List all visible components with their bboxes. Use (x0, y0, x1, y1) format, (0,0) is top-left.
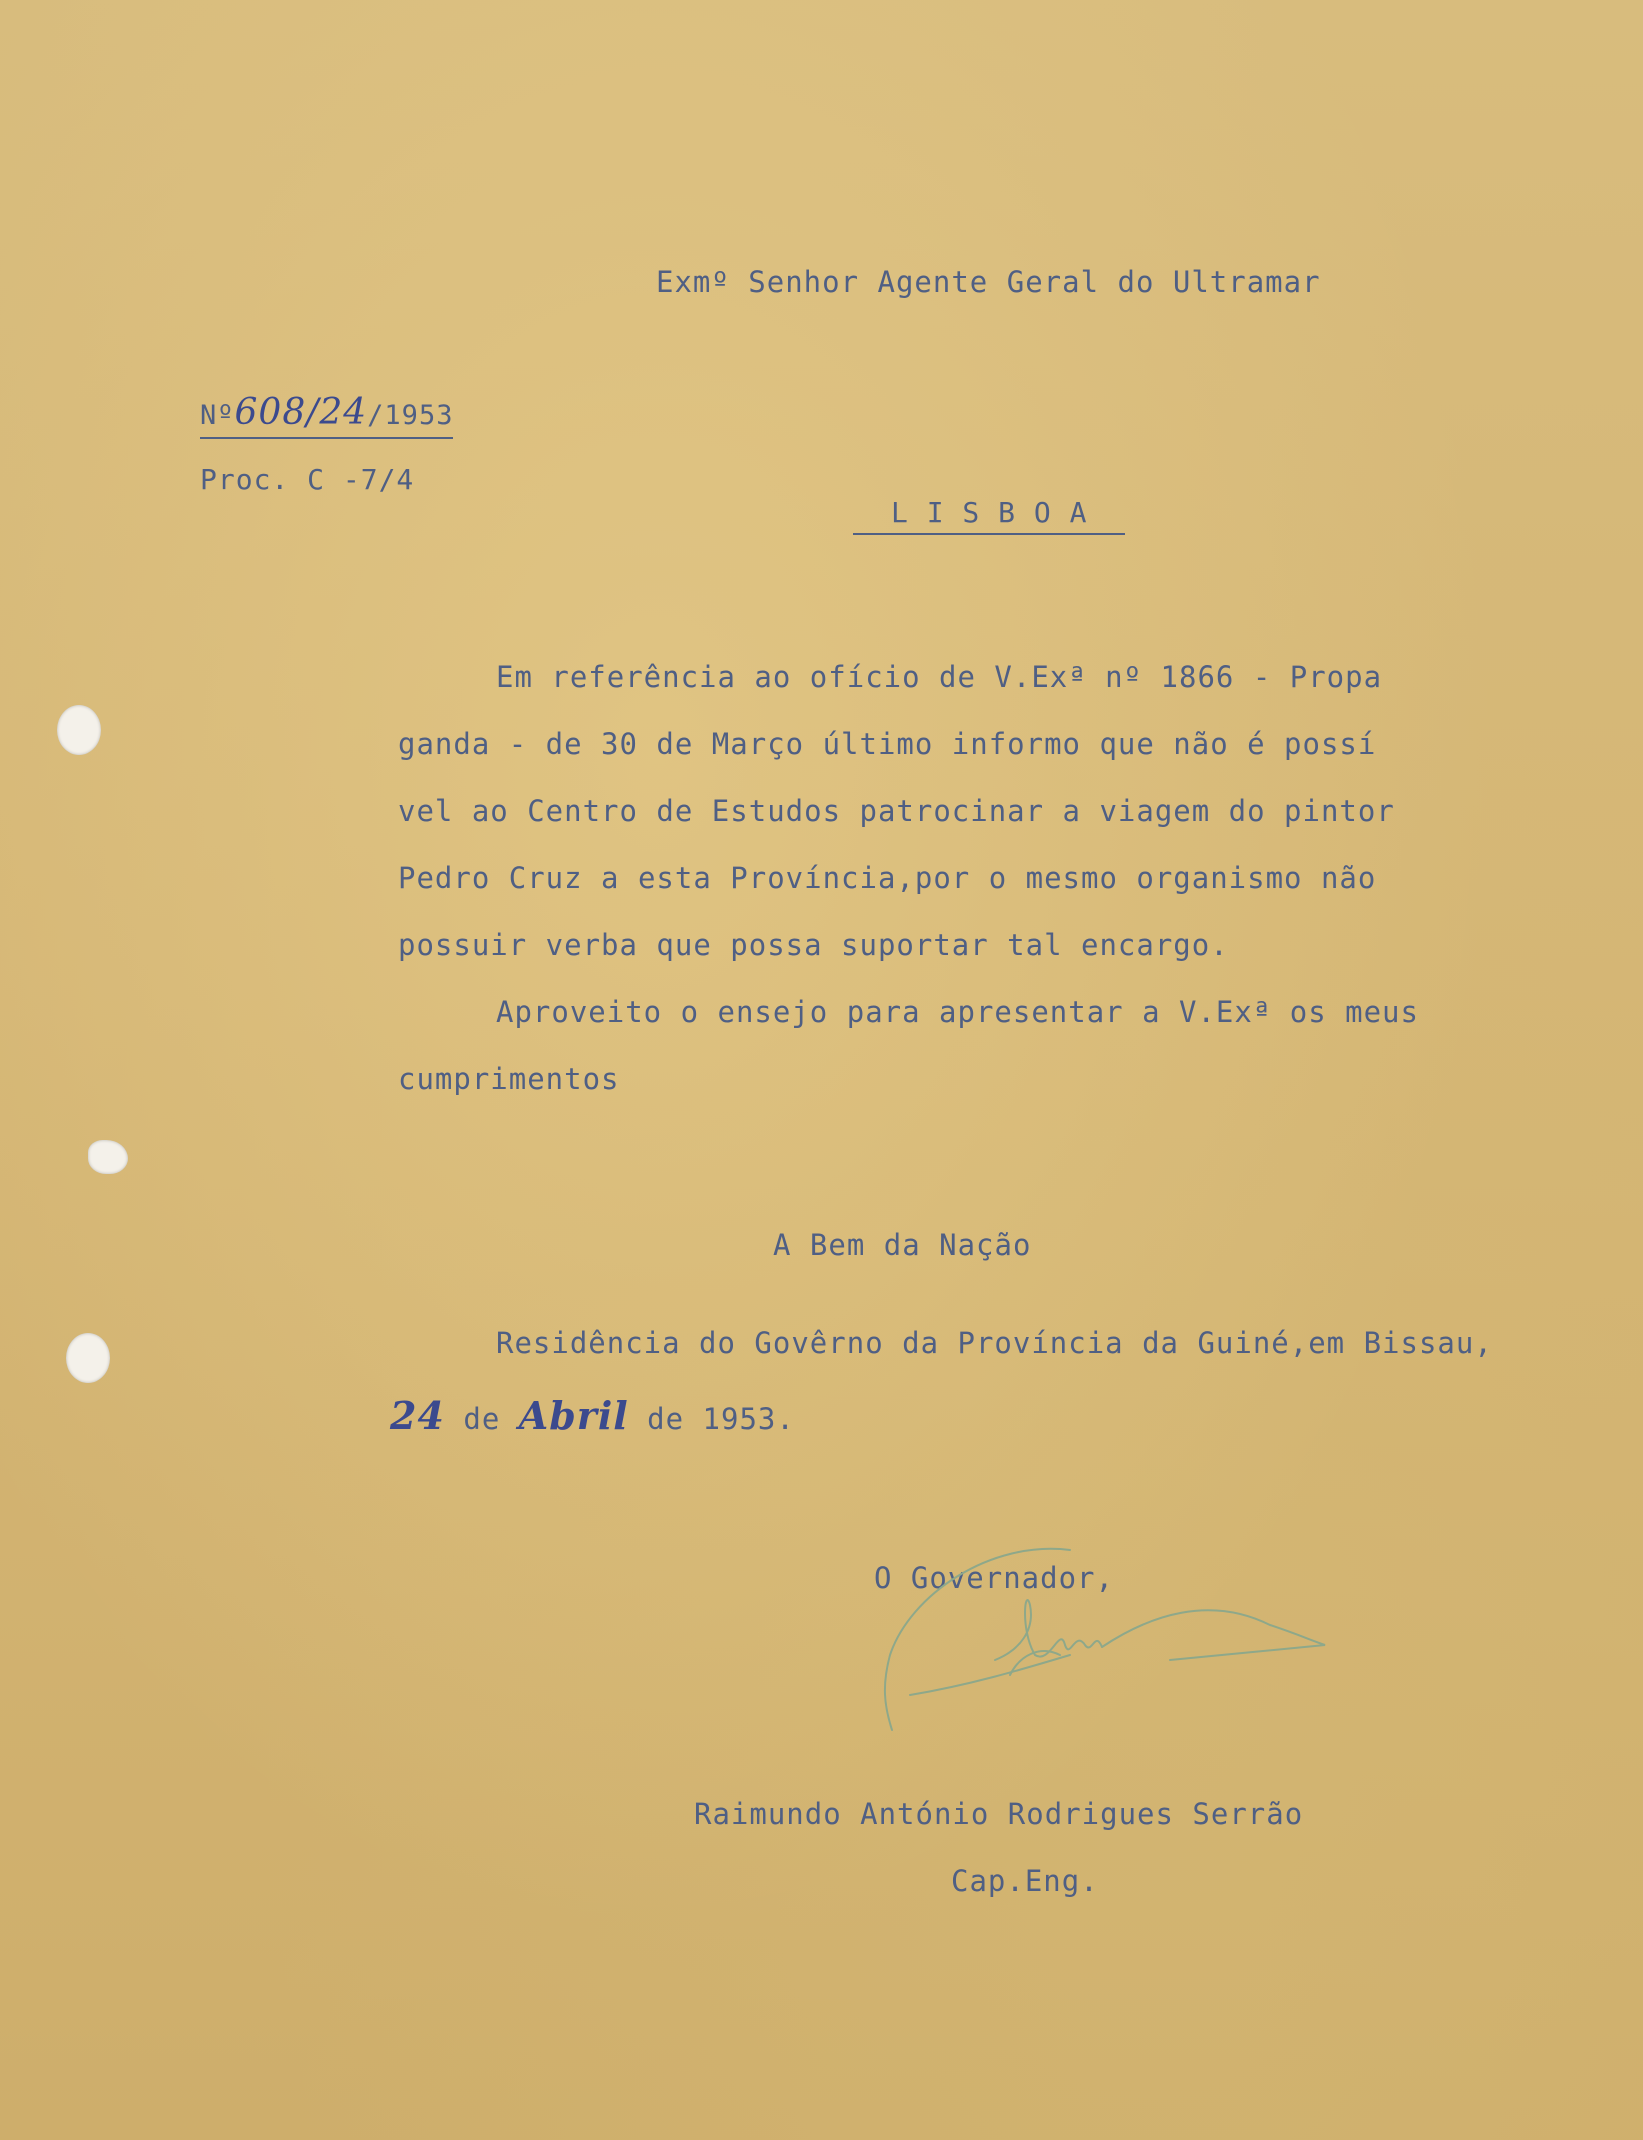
city-heading: L I S B O A (853, 496, 1125, 535)
body-line-2: ganda - de 30 de Março último informo que não é possí (398, 727, 1377, 761)
body-line-4: Pedro Cruz a esta Província,por o mesmo organismo não (398, 861, 1377, 895)
closing-line-1: Aproveito o ensejo para apresentar a V.Exª os meus (496, 995, 1419, 1029)
signer-rank: Cap.Eng. (951, 1864, 1099, 1898)
reference-prefix: Nº (200, 400, 235, 431)
body-line-3: vel ao Centro de Estudos patrocinar a viagem do pintor (398, 794, 1395, 828)
date-middle: de (463, 1402, 501, 1436)
closing-line-2: cumprimentos (398, 1062, 620, 1096)
reference-year: /1953 (367, 400, 454, 431)
signer-name: Raimundo António Rodrigues Serrão (694, 1797, 1304, 1831)
punch-hole-bottom (66, 1333, 110, 1383)
date-year: de 1953. (647, 1402, 795, 1436)
reference-handwritten: 608/24 (234, 392, 368, 433)
salutation: A Bem da Nação (773, 1228, 1032, 1262)
body-line-1: Em referência ao ofício de V.Exª nº 1866 - Propa (496, 660, 1383, 694)
addressee: Exmº Senhor Agente Geral do Ultramar (656, 265, 1321, 299)
process-number: Proc. C -7/4 (200, 463, 415, 496)
signature (870, 1535, 1350, 1735)
place-line: Residência do Govêrno da Província da Guiné,em Bissau, (496, 1326, 1493, 1360)
body-line-5: possuir verba que possa suportar tal encargo. (398, 928, 1229, 962)
date-day-handwritten: 24 (390, 1393, 445, 1438)
punch-hole-top (57, 705, 101, 755)
date-line (390, 1393, 795, 1438)
signer-role: O Governador, (874, 1561, 1114, 1595)
reference-number (200, 392, 453, 439)
torn-hole (88, 1140, 128, 1174)
date-month-handwritten: Abril (518, 1393, 629, 1438)
